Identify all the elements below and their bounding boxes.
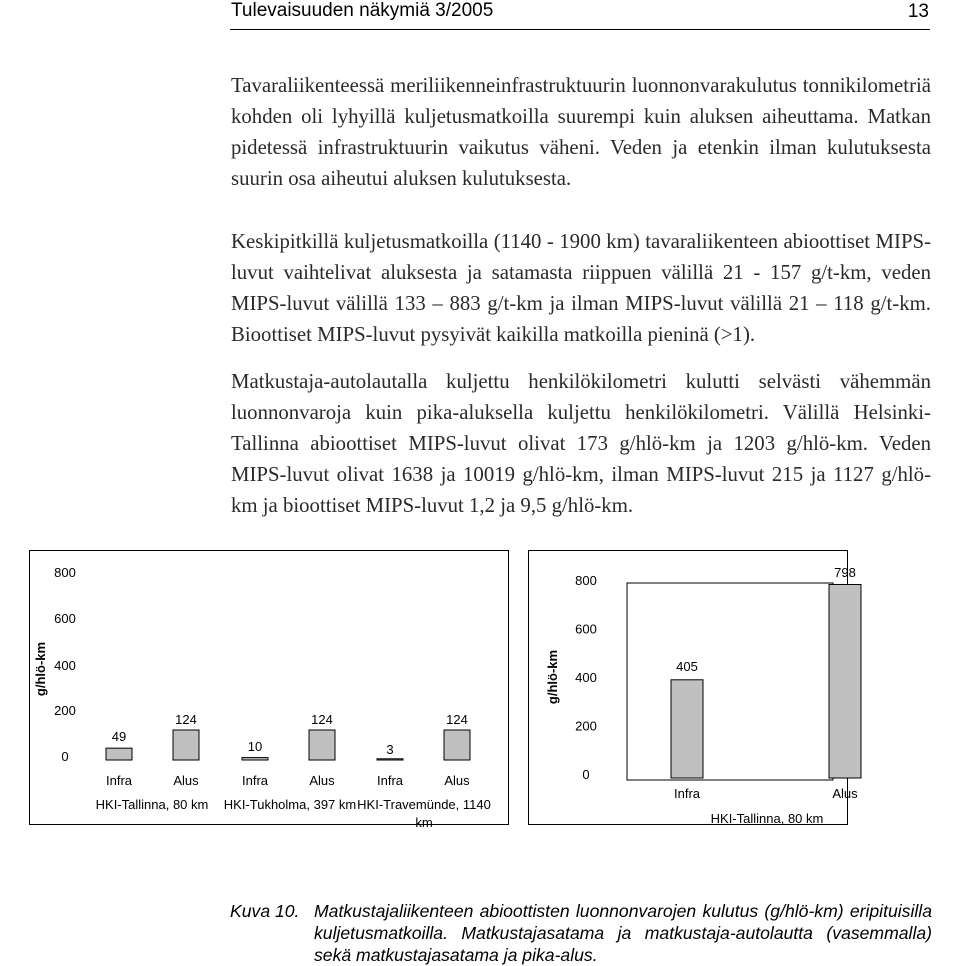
chart-left-value-label: 49 bbox=[111, 729, 127, 744]
chart-left-category-label: Alus bbox=[444, 773, 470, 788]
page-number: 13 bbox=[907, 1, 929, 22]
chart-left-frame bbox=[29, 550, 509, 830]
chart-left-bar bbox=[242, 758, 268, 760]
chart-right-ylabel: g/hlö-km bbox=[545, 649, 560, 705]
chart-left-bar bbox=[173, 730, 199, 760]
chart-left-bar bbox=[106, 748, 132, 760]
chart-left-value-label: 3 bbox=[386, 742, 394, 757]
chart-right-ytick: 400 bbox=[575, 670, 597, 685]
chart-left-category-label: Infra bbox=[376, 773, 404, 788]
chart-left-value-label: 124 bbox=[175, 712, 197, 727]
chart-left-bar bbox=[377, 759, 403, 760]
chart-left-bar bbox=[309, 730, 335, 760]
running-header-title: Tulevaisuuden näkymiä 3/2005 bbox=[231, 0, 494, 21]
chart-left-ytick: 400 bbox=[54, 658, 76, 673]
chart-right-plot-area bbox=[627, 583, 833, 780]
chart-left-group-label: HKI-Tukholma, 397 km bbox=[223, 797, 357, 812]
chart-left-value-label: 10 bbox=[247, 739, 263, 754]
chart-left-category-label: Infra bbox=[105, 773, 133, 788]
chart-right-frame bbox=[528, 550, 858, 826]
chart-right-bar bbox=[671, 680, 703, 778]
caption-text: Matkustajaliikenteen abioottisten luonnonvarojen kulutus (g/hlö-km) eripituisilla kuljetusmatkoilla. Matkustajasatama ja matkustaja-autolautta (vasemmalla) sekä matkustajasatama ja pika-alus. bbox=[314, 901, 932, 965]
figure-caption bbox=[230, 900, 932, 966]
chart-left-group-label: HKI-Tallinna, 80 km bbox=[95, 797, 209, 812]
chart-left-bar bbox=[444, 730, 470, 760]
caption-label: Kuva 10. bbox=[230, 901, 300, 921]
chart-left-ylabel: g/hlö-km bbox=[33, 641, 48, 697]
chart-right-bar bbox=[829, 584, 861, 778]
chart-left-ytick: 800 bbox=[54, 565, 76, 580]
chart-left-category-label: Infra bbox=[241, 773, 269, 788]
chart-left-category-label: Alus bbox=[309, 773, 335, 788]
chart-left-ytick: 200 bbox=[54, 703, 76, 718]
header-rule bbox=[230, 29, 930, 30]
chart-right bbox=[529, 551, 858, 826]
paragraph-mips-freight: Keskipitkillä kuljetusmatkoilla (1140 - 1900 km) tavaraliikenteen abioottiset MIPS-luvut vaihtelivat aluksesta ja satamasta riippuen välillä 21 - 157 g/t-km, veden MIPS-luvut välillä 133 – 883 g/t-km ja ilman MIPS-luvut välillä 21 – 118 g/t-km. Bioottiset MIPS-luvut pysyivät kaikilla matkoilla pieninä (>1). bbox=[231, 230, 931, 346]
chart-right-category-label: Alus bbox=[832, 786, 858, 801]
chart-left-ytick: 0 bbox=[61, 749, 69, 764]
chart-right-ytick: 200 bbox=[575, 718, 597, 734]
chart-right-value-label: 798 bbox=[834, 565, 856, 580]
chart-left bbox=[30, 551, 508, 830]
chart-right-ytick: 0 bbox=[582, 767, 590, 782]
paragraph-freight-infrastructure: Tavaraliikenteessä meriliikenneinfrastruktuurin luonnonvarakulutus tonnikilometriä kohden oli lyhyillä kuljetusmatkoilla suurempi kuin aluksen aiheuttama. Matkan pidetessä infrastruktuurin vaikutus väheni. Veden ja etenkin ilman kulutuksesta suurin osa aiheutui aluksen kulutuksesta. bbox=[231, 74, 931, 190]
chart-right-ytick: 600 bbox=[575, 621, 597, 637]
chart-right-category-label: Infra bbox=[673, 786, 701, 801]
chart-left-ytick: 600 bbox=[54, 611, 76, 626]
chart-right-group-label: HKI-Tallinna, 80 km bbox=[710, 811, 824, 826]
chart-right-value-label: 405 bbox=[676, 659, 698, 674]
chart-left-category-label: Alus bbox=[173, 773, 199, 788]
paragraph-passenger-ferry: Matkustaja-autolautalla kuljettu henkilökilometri kulutti selvästi vähemmän luonnonvaroja kuin pika-aluksella kuljettu henkilökilometri. Välillä Helsinki-Tallinna abioottiset MIPS-luvut olivat 173 g/hlö-km ja 1203 g/hlö-km. Veden MIPS-luvut olivat 1638 ja 10019 g/hlö-km, ilman MIPS-luvut 215 ja 1127 g/hlö-km ja bioottiset MIPS-luvut 1,2 ja 9,5 g/hlö-km. bbox=[231, 370, 931, 517]
chart-right-ytick: 800 bbox=[575, 573, 597, 588]
chart-left-group-label: HKI-Travemünde, 1140 km bbox=[357, 797, 491, 830]
chart-left-value-label: 124 bbox=[311, 712, 333, 727]
chart-left-value-label: 124 bbox=[446, 712, 468, 727]
